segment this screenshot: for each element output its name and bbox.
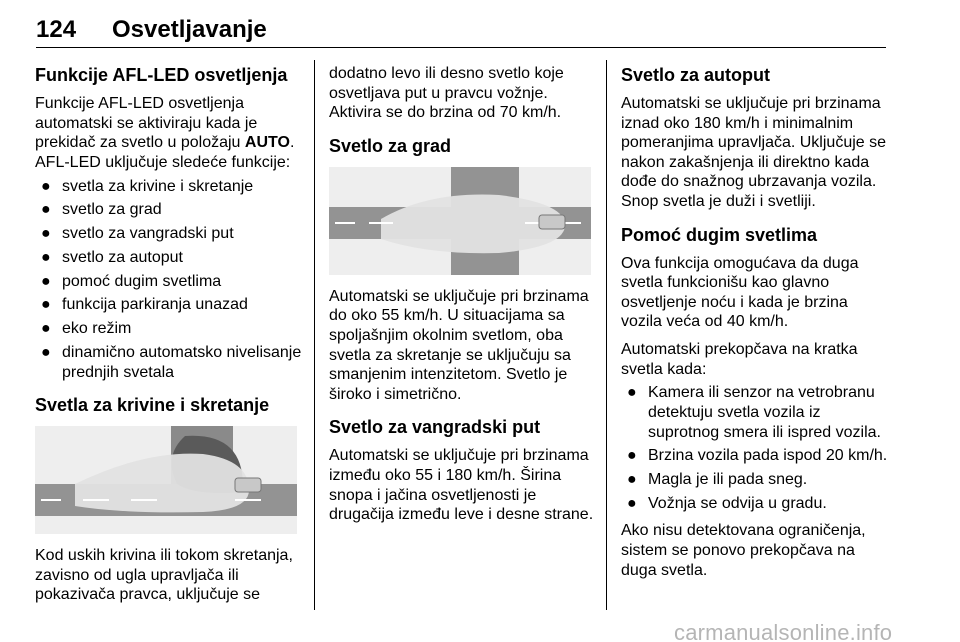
low-beam-conditions-list xyxy=(621,383,889,513)
bullet-icon: ● xyxy=(41,248,51,266)
list-item xyxy=(35,343,303,382)
section-heading-afl-led: Funkcije AFL-LED osvetljenja xyxy=(35,65,288,85)
feature-list xyxy=(35,177,303,383)
list-item-text: svetla za krivine i skretanje xyxy=(62,177,254,195)
list-item-text: dinamično automatsko nivelisanje prednjih svetala xyxy=(62,344,302,381)
list-item-text: svetlo za autoput xyxy=(62,248,183,266)
column-2 xyxy=(329,64,594,525)
bullet-icon: ● xyxy=(41,225,51,243)
subheading-motorway-light: Svetlo za autoput xyxy=(621,65,771,85)
subheading-city-light: Svetlo za grad xyxy=(329,135,452,156)
list-item-text: Kamera ili senzor na vetrobranu detektuju svetla vozila iz suprotnog smera ili ispred vozila. xyxy=(648,384,881,441)
city-light-illustration xyxy=(329,167,591,275)
list-item xyxy=(35,248,303,268)
bullet-icon: ● xyxy=(41,272,51,290)
list-item-text: Brzina vozila pada ispod 20 km/h. xyxy=(648,447,888,465)
page-number: 124 xyxy=(36,16,77,43)
bullet-icon: ● xyxy=(41,320,51,338)
list-item-text: Magla je ili pada sneg. xyxy=(648,471,808,489)
list-item-text: funkcija parkiranja unazad xyxy=(62,296,248,314)
watermark: carmanualsonline.info xyxy=(674,620,893,642)
list-item-text: eko režim xyxy=(62,320,132,338)
list-item xyxy=(35,200,303,220)
list-item xyxy=(621,446,889,466)
column-divider-2 xyxy=(606,60,607,610)
intro-paragraph xyxy=(35,94,303,172)
intro-text-b: . AFL-LED uključuje sledeće funkcije: xyxy=(35,134,295,171)
list-item xyxy=(35,177,303,197)
low-beam-switch-paragraph: Automatski prekopčava na kratka svetla kada: xyxy=(621,340,858,378)
motorway-paragraph: Automatski se uključuje pri brzinama iznad oko 180 km/h i minimalnim pomeranjima upravljača. Uključuje se nakon zakašnjenja ili direktno kada dođe do snažnog ubrzavanja vozila. Snop svetla je duži i svetliji. xyxy=(621,95,887,210)
list-item xyxy=(621,383,889,442)
list-item-text: pomoć dugim svetlima xyxy=(62,272,222,290)
intro-text-a: Funkcije AFL-LED osvetljenja automatski se aktiviraju kada je prekidač za svetlo u položaju xyxy=(35,95,258,152)
subheading-country-road: Svetlo za vangradski put xyxy=(329,417,541,438)
cornering-continued-paragraph: dodatno levo ili desno svetlo koje osvetljava put u pravcu vožnje. Aktivira se do brzina od 70 km/h. xyxy=(329,65,564,122)
list-item-text: svetlo za vangradski put xyxy=(62,225,234,243)
list-item xyxy=(35,295,303,315)
cornering-paragraph: Kod uskih krivina ili tokom skretanja, zavisno od ugla upravljača ili pokazivača pravca, uključuje se xyxy=(35,547,293,604)
page-header xyxy=(36,10,886,48)
bullet-icon: ● xyxy=(41,201,51,219)
restore-high-beam-paragraph: Ako nisu detektovana ograničenja, sistem se ponovo prekopčava na duga svetla. xyxy=(621,522,866,579)
list-item xyxy=(35,224,303,244)
column-divider-1 xyxy=(314,60,315,610)
list-item-text: svetlo za grad xyxy=(62,201,162,219)
subheading-cornering-light: Svetla za krivine i skretanje xyxy=(35,395,270,416)
cornering-light-illustration xyxy=(35,426,297,534)
list-item-text: Vožnja se odvija u gradu. xyxy=(648,494,827,512)
list-item xyxy=(35,272,303,292)
bullet-icon: ● xyxy=(627,384,637,402)
column-1 xyxy=(35,64,303,605)
list-item xyxy=(35,319,303,339)
city-light-paragraph: Automatski se uključuje pri brzinama do oko 55 km/h. U situacijama sa spoljašnjim okolnim svetlom, oba svetla za skretanje se uključuju sa smanjenim intenzitetom. Svetlo je široko i simetrično. xyxy=(329,287,589,403)
bullet-icon: ● xyxy=(41,344,51,362)
list-item xyxy=(621,494,889,514)
intro-bold-auto: AUTO xyxy=(244,134,290,152)
country-road-paragraph: Automatski se uključuje pri brzinama između oko 55 i 180 km/h. Širina snopa i jačina osvetljenosti je drugačija između leve i desne strane. xyxy=(329,447,594,524)
chapter-title: Osvetljavanje xyxy=(112,16,267,43)
bullet-icon: ● xyxy=(627,494,637,512)
list-item xyxy=(621,470,889,490)
bullet-icon: ● xyxy=(41,177,51,195)
bullet-icon: ● xyxy=(627,447,637,465)
column-3 xyxy=(621,64,889,580)
high-beam-paragraph: Ova funkcija omogućava da duga svetla funkcionišu kao glavno osvetljenje noću i kada je brzina vozila veća od 40 km/h. xyxy=(621,254,859,331)
subheading-high-beam-assist: Pomoć dugim svetlima xyxy=(621,224,818,245)
bullet-icon: ● xyxy=(627,471,637,489)
bullet-icon: ● xyxy=(41,296,51,314)
